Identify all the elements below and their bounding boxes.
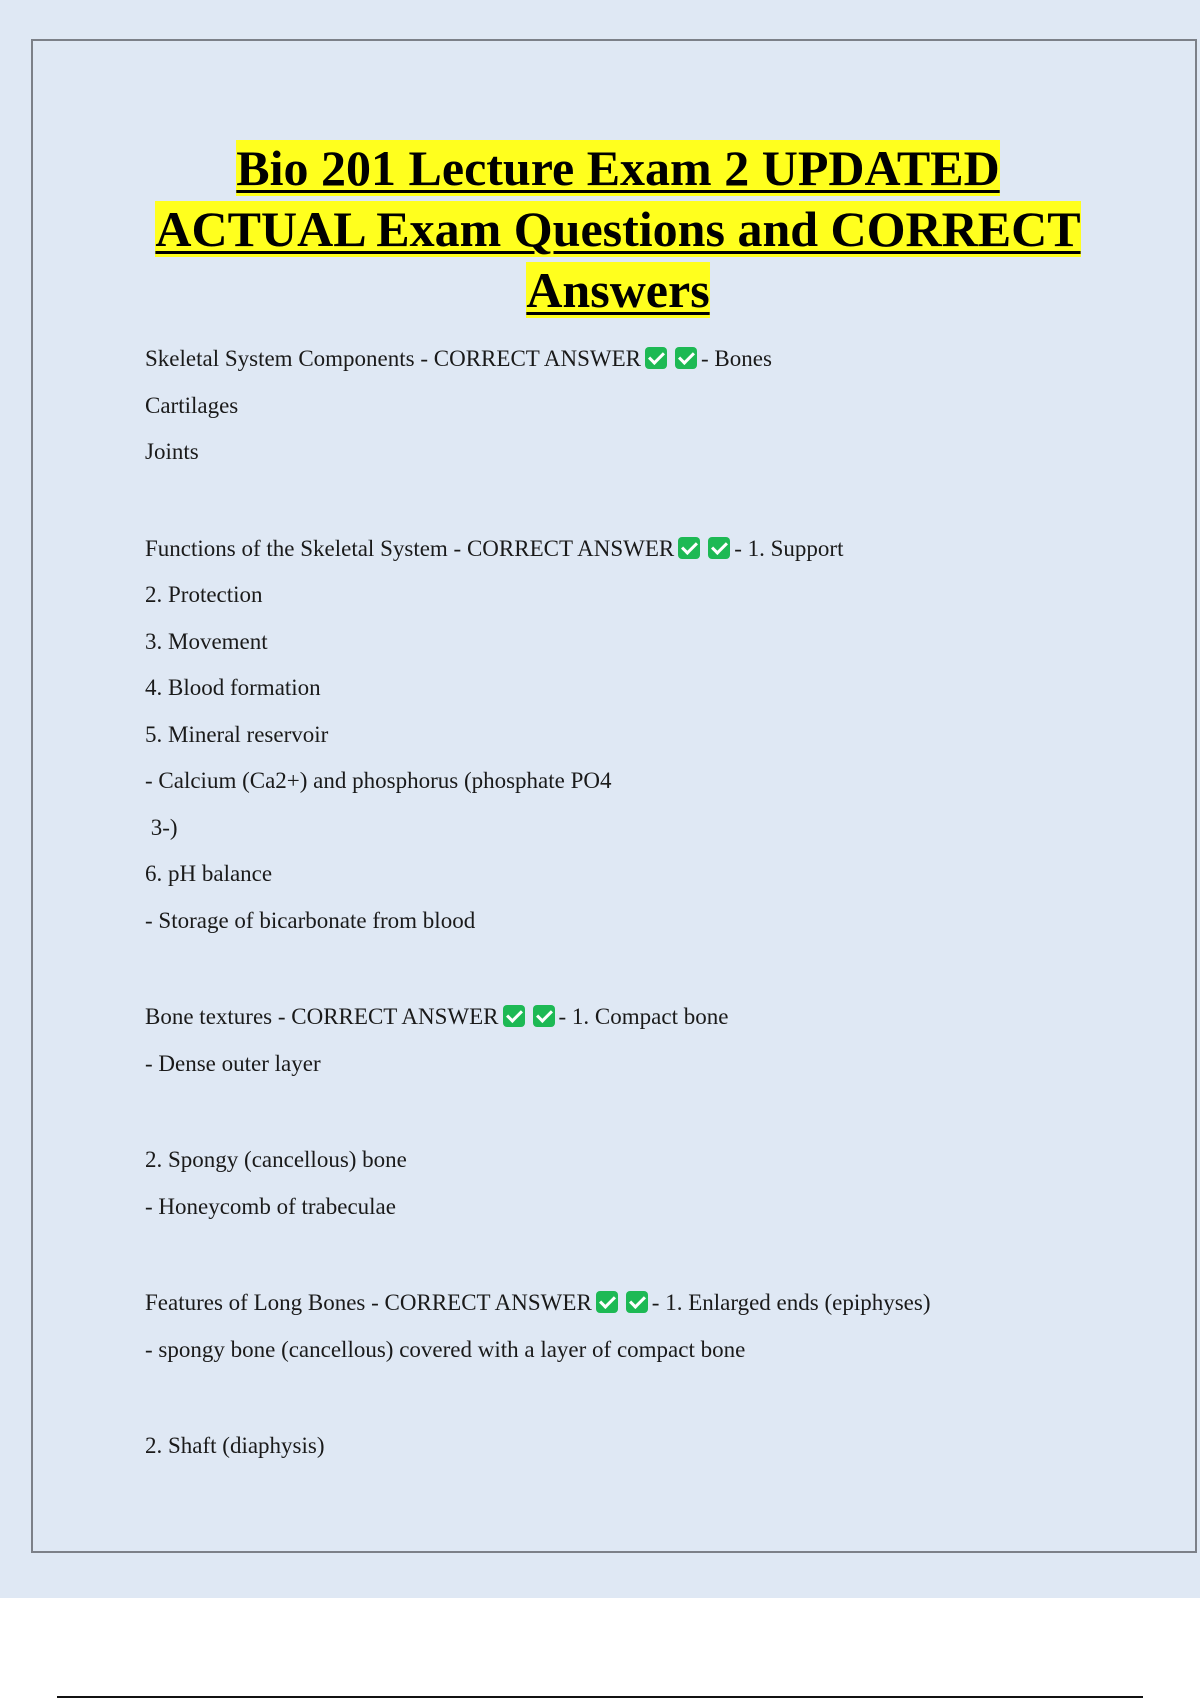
question-text: Skeletal System Components - CORRECT ANSWER — [145, 346, 642, 371]
title-line-2: ACTUAL Exam Questions and CORRECT — [155, 201, 1081, 257]
answer-line: 5. Mineral reservoir — [145, 721, 329, 747]
question-line — [145, 994, 1145, 1041]
answer-text: - 1. Enlarged ends (epiphyses) — [651, 1290, 931, 1315]
answer-line: 2. Protection — [145, 582, 263, 607]
question-line — [145, 1280, 1145, 1327]
answer-line: 4. Blood formation — [145, 675, 321, 700]
footer-rule — [57, 1696, 1143, 1698]
question-line — [145, 526, 1145, 573]
spacer — [145, 1087, 1145, 1137]
answer-line: Cartilages — [145, 392, 239, 418]
document-body — [145, 336, 1145, 1470]
answer-line: 3-) — [145, 814, 178, 840]
check-box-icon — [626, 1291, 648, 1313]
check-box-icon — [675, 347, 697, 369]
answer-line: 2. Spongy (cancellous) bone — [145, 1147, 407, 1172]
spacer — [145, 476, 1145, 526]
answer-line: 6. pH balance — [145, 861, 273, 886]
check-box-icon — [533, 1005, 555, 1027]
document-title — [60, 138, 1176, 321]
answer-line: 3. Movement — [145, 628, 268, 654]
answer-line: Joints — [145, 439, 199, 464]
answer-line: - spongy bone (cancellous) covered with a layer of compact bone — [145, 1336, 746, 1362]
answer-text: - Bones — [701, 346, 772, 371]
spacer — [145, 944, 1145, 994]
check-box-icon — [503, 1005, 525, 1027]
answer-line: - Honeycomb of trabeculae — [145, 1193, 396, 1219]
answer-text: - 1. Support — [734, 535, 844, 561]
answer-line: - Dense outer layer — [145, 1050, 321, 1076]
check-box-icon — [678, 537, 700, 559]
question-text: Functions of the Skeletal System - CORRECT ANSWER — [145, 535, 675, 561]
title-line-3: Answers — [526, 262, 710, 318]
answer-line: 2. Shaft (diaphysis) — [145, 1433, 325, 1458]
answer-text: - 1. Compact bone — [558, 1004, 729, 1029]
question-text: Features of Long Bones - CORRECT ANSWER — [145, 1290, 592, 1315]
title-line-1: Bio 201 Lecture Exam 2 UPDATED — [236, 140, 1000, 196]
check-box-icon — [645, 347, 667, 369]
check-box-icon — [708, 537, 730, 559]
spacer — [145, 1230, 1145, 1280]
spacer — [145, 1373, 1145, 1423]
answer-line: - Storage of bicarbonate from blood — [145, 907, 476, 933]
question-text: Bone textures - CORRECT ANSWER — [145, 1004, 499, 1029]
question-line — [145, 336, 1145, 383]
check-box-icon — [596, 1291, 618, 1313]
answer-line: - Calcium (Ca2+) and phosphorus (phosphate PO4 — [145, 768, 612, 793]
